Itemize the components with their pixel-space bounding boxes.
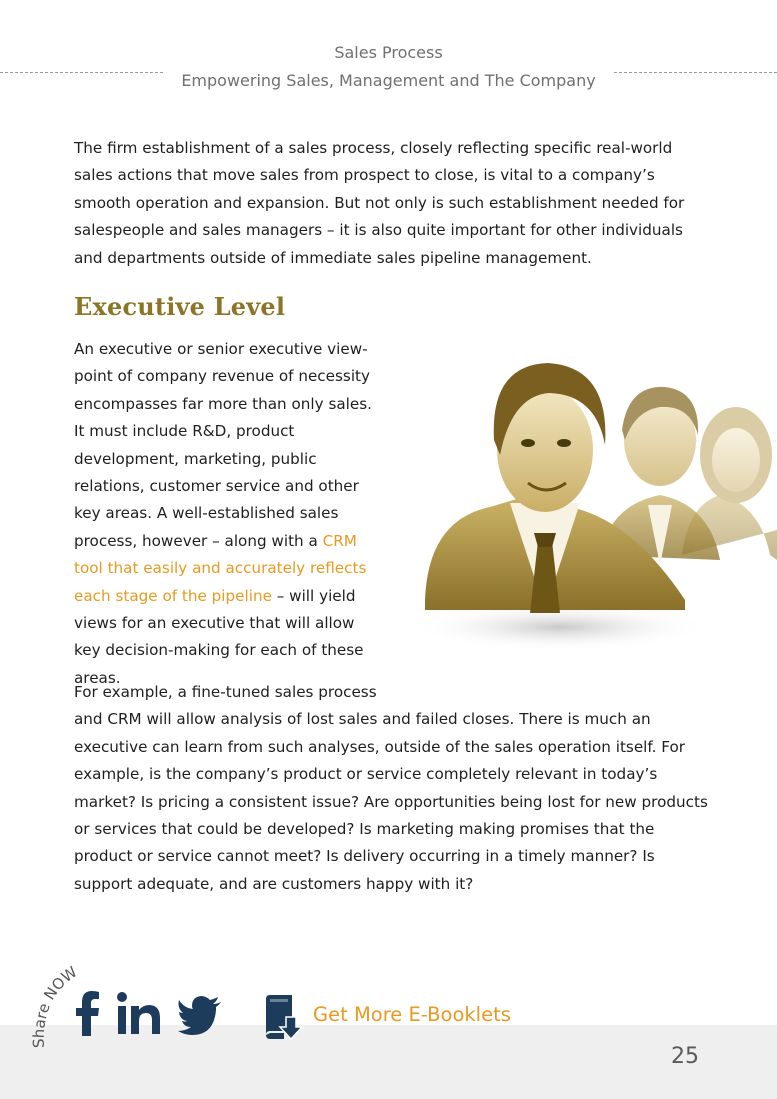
analysis-paragraph [74,679,714,898]
linkedin-icon[interactable] [116,990,162,1036]
executive-text-before: An executive or senior executive view-point of company revenue of necessity encompasses far more than only sales. It must include R&D, product development, marketing, public relations, customer service and other key areas. A well-established sales process, however – along with a [74,340,372,550]
crm-tool-link[interactable]: CRM tool that easily and accurately reflects each stage of the pipeline [74,531,367,605]
page-header [0,0,777,110]
section-heading: Executive Level [74,292,286,321]
header-title: Sales Process [334,43,443,62]
executives-illustration [420,355,777,655]
page-number: 25 [671,1044,699,1069]
analysis-first-line: For example, a fine-tuned sales process [74,683,377,701]
executive-text-after: – will yield views for an executive that will allow key decision-making for each of these areas. [74,586,364,687]
executive-paragraph [74,336,384,692]
share-now-text: Share NOW [30,962,81,1049]
get-more-ebooklets-link[interactable]: Get More E-Booklets [313,1003,511,1026]
facebook-icon[interactable] [74,990,102,1036]
twitter-icon[interactable] [178,990,222,1036]
ebooklet-download-icon[interactable] [262,995,304,1041]
header-subtitle: Empowering Sales, Management and The Company [181,71,596,90]
intro-paragraph: The firm establishment of a sales process, closely reflecting specific real-world sales actions that move sales from prospect to close, is vital to a company’s smooth operation and expansion. But not only is such establishment needed for salespeople and sales managers – it is also quite important for other individuals and departments outside of immediate sales pipeline management. [74,139,685,267]
analysis-text: and CRM will allow analysis of lost sales and failed closes. There is much an executive can learn from such analyses, outside of the sales operation itself. For example, is the company’s product or service completely relevant in today’s market? Is pricing a consistent issue? Are opportunities being lost for new products or services that could be developed? Is marketing making promises that the product or service cannot meet? Is delivery occurring in a timely manner? Is support adequate, and are customers happy with it? [74,710,708,893]
